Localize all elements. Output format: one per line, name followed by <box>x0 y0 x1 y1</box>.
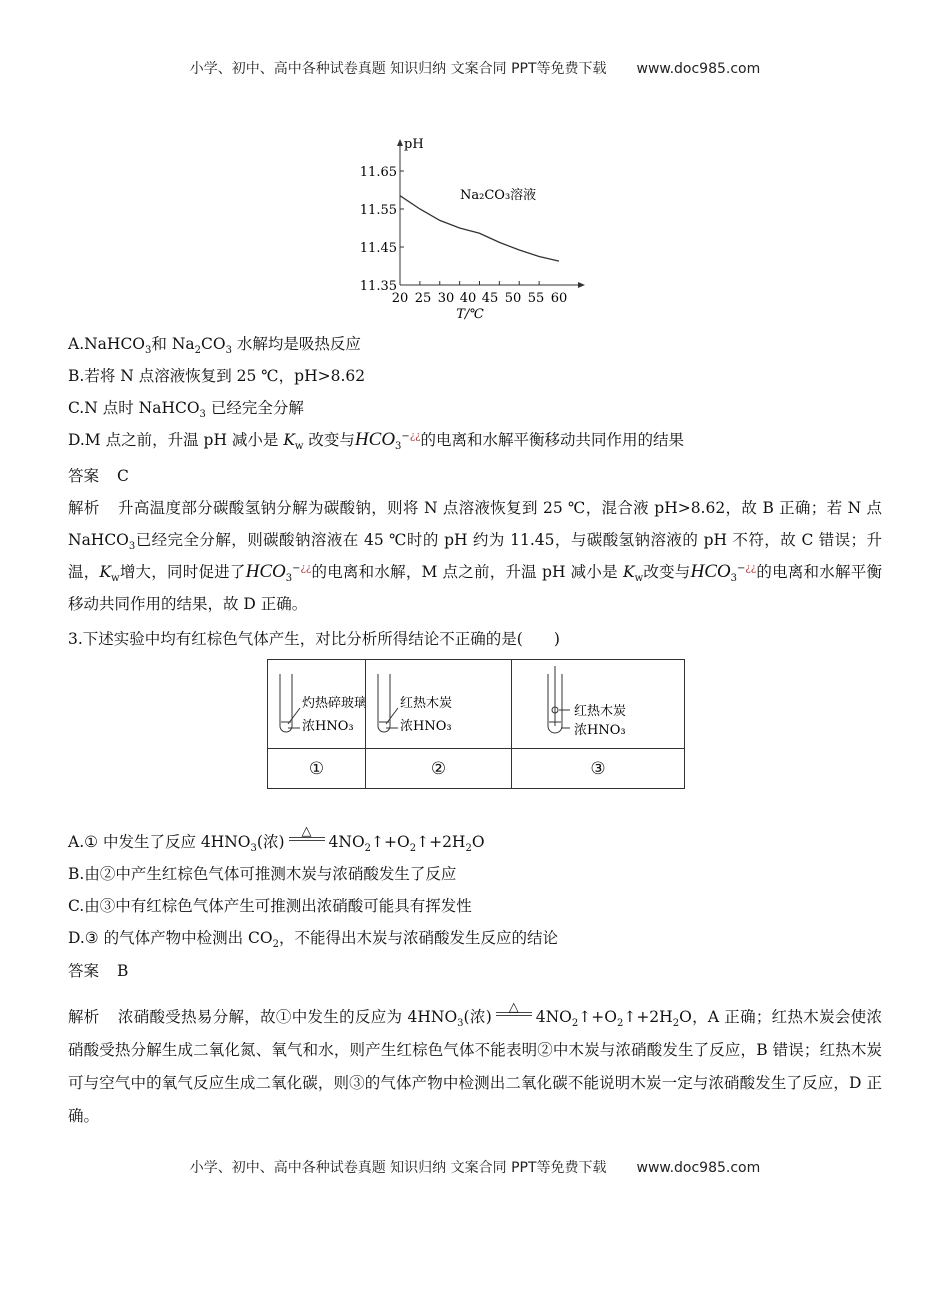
text-run: B.若将 N 点溶液恢复到 25 ℃，pH>8.62 <box>68 367 366 385</box>
text-run: 的电离和水解平衡移动共同作用的结果，故 D 正确。 <box>68 563 882 613</box>
y-tick-label: 11.35 <box>359 279 397 294</box>
text-run: O <box>471 833 485 851</box>
test-tube-icon <box>268 660 365 744</box>
text-run: − <box>737 562 746 574</box>
text-run: w <box>294 441 304 453</box>
experiment-number: ③ <box>512 749 685 789</box>
option-B[interactable] <box>68 858 882 890</box>
text-run: 2 <box>272 939 279 951</box>
test-tube-icon <box>366 660 511 744</box>
text-run: A.① 中发生了反应 4HNO <box>68 833 251 851</box>
tube-label-1: 灼热碎玻璃 <box>302 696 365 711</box>
text-run: 解析 <box>68 499 100 517</box>
text-run: K <box>283 431 295 449</box>
text-run: 的电离和水解平衡移动共同作用的结果 <box>420 431 685 449</box>
ph-temperature-chart <box>350 130 600 325</box>
text-run: 升高温度部分碳酸氢钠分解为碳酸钠，则将 N 点溶液恢复到 25 ℃，混合液 pH>8.62，故 B 正确；若 N 点 NaHCO <box>68 499 882 549</box>
test-tube-icon <box>512 660 684 744</box>
text-run: HCO <box>690 561 731 582</box>
experiment-cell <box>512 660 685 749</box>
q3-analysis <box>68 1001 882 1133</box>
text-run: ↑+O <box>578 1008 617 1026</box>
series-line <box>400 196 559 261</box>
text-run: 已经完全分解，则碳酸钠溶液在 45 ℃时的 pH 约为 11.45，与碳酸氢钠溶液的 pH 不符，故 C 错误；升温， <box>68 531 882 581</box>
text-run: K <box>99 563 112 581</box>
reaction-condition <box>285 824 329 850</box>
text-run: 2 <box>194 345 201 357</box>
footer-text: 小学、初中、高中各种试卷真题 知识归纳 文案合同 PPT等免费下载 <box>189 1160 607 1176</box>
answer-value: C <box>117 467 129 485</box>
experiment-number: ② <box>366 749 512 789</box>
text-run: − <box>401 430 410 442</box>
text-run: 4NO <box>328 833 365 851</box>
tube-label-2: 浓HNO₃ <box>302 719 354 734</box>
text-run: 3 <box>145 345 152 357</box>
text-run: (浓) <box>463 1008 492 1026</box>
text-run: 的电离和水解，M 点之前，升温 pH 减小是 <box>311 563 623 581</box>
text-run: 增大，同时促进了 <box>119 563 246 581</box>
text-run: ¿¿ <box>300 562 312 574</box>
text-run: 2 <box>409 843 417 855</box>
text-run: w <box>111 573 120 585</box>
option-D[interactable] <box>68 424 882 456</box>
option-A[interactable] <box>68 328 882 360</box>
text-run: 2 <box>571 1018 579 1030</box>
q2-answer <box>68 460 882 492</box>
text-run: 3 <box>250 843 257 855</box>
delta-icon: △ <box>301 824 312 839</box>
text-run: 改变与 <box>643 563 691 581</box>
option-C[interactable] <box>68 392 882 424</box>
text-run: − <box>292 562 301 574</box>
text-run: 3 <box>285 573 293 585</box>
header-text: 小学、初中、高中各种试卷真题 知识归纳 文案合同 PPT等免费下载 <box>189 61 607 77</box>
y-tick-label: 11.45 <box>359 241 397 256</box>
text-run: 已经完全分解 <box>205 399 304 417</box>
text-run: ↑+2H <box>623 1008 673 1026</box>
text-run: 改变与 <box>303 431 355 449</box>
reaction-condition <box>492 1000 536 1025</box>
text-run: O，A 正确；红热木炭会使浓硝酸受热分解生成二氧化氮、氧气和水，则产生红棕色气体不能表明②中木炭与浓硝酸发生了反应，B 错误；红热木炭可与空气中的氧气反应生成二氧化碳，则③的气体产物中检测出二氧化碳不能说明木炭一定与浓硝酸发生了反应，D 正确。 <box>68 1008 882 1125</box>
option-D[interactable] <box>68 922 882 954</box>
experiment-cell <box>366 660 512 749</box>
y-axis-arrow-icon <box>397 139 403 146</box>
text-run: A.NaHCO <box>68 335 146 353</box>
text-run: ¿¿ <box>745 562 757 574</box>
text-run: 解析 <box>68 1008 100 1026</box>
option-A[interactable] <box>68 826 882 858</box>
q2-analysis <box>68 492 882 620</box>
tube-label-2: 浓HNO₃ <box>400 719 452 734</box>
tube-label-1: 红热木炭 <box>400 696 453 711</box>
tube-label-1: 红热木炭 <box>574 704 627 719</box>
x-tick-label: 50 <box>504 291 522 306</box>
text-run: 3 <box>457 1018 464 1030</box>
text-run: B.由②中产生红棕色气体可推测木炭与浓硝酸发生了反应 <box>68 865 457 883</box>
text-run: 4NO <box>535 1008 572 1026</box>
x-tick-label: 20 <box>391 291 409 306</box>
text-run: 3 <box>128 541 136 553</box>
y-axis-label: pH <box>404 137 424 152</box>
text-run: HCO <box>245 561 286 582</box>
y-tick-label: 11.65 <box>359 165 397 180</box>
text-run: HCO <box>354 429 396 450</box>
option-C[interactable] <box>68 890 882 922</box>
text-run: ↑+O <box>371 833 410 851</box>
delta-icon: △ <box>508 1000 519 1015</box>
x-tick-label: 25 <box>414 291 432 306</box>
text-run: 3 <box>395 441 402 453</box>
y-tick-label: 11.55 <box>359 203 397 218</box>
q3-answer <box>68 955 882 987</box>
x-tick-label: 45 <box>481 291 499 306</box>
text-run: C.N 点时 NaHCO <box>68 399 200 417</box>
header-site[interactable]: www.doc985.com <box>636 61 761 77</box>
x-tick-label: 55 <box>527 291 545 306</box>
x-tick-label: 40 <box>459 291 477 306</box>
text-run: CO <box>201 335 226 353</box>
text-run: 3 <box>225 345 232 357</box>
x-axis-label: T/℃ <box>456 307 484 322</box>
text-run: (浓) <box>256 833 285 851</box>
experiment-table <box>267 659 685 789</box>
x-tick-label: 60 <box>550 291 568 306</box>
footer-site[interactable]: www.doc985.com <box>636 1160 761 1176</box>
experiment-cell <box>268 660 366 749</box>
text-run: D.M 点之前，升温 pH 减小是 <box>68 431 284 449</box>
option-B[interactable] <box>68 360 882 392</box>
text-run: 水解均是吸热反应 <box>231 335 361 353</box>
series-annotation: Na₂CO₃溶液 <box>460 188 537 203</box>
answer-value: B <box>117 962 129 980</box>
text-run: ，不能得出木炭与浓硝酸发生反应的结论 <box>279 929 559 947</box>
text-run: K <box>622 563 635 581</box>
page-header <box>0 58 950 78</box>
text-run: D.③ 的气体产物中检测出 CO <box>68 929 273 947</box>
x-axis-arrow-icon <box>578 282 585 288</box>
text-run: 2 <box>672 1018 680 1030</box>
q3-stem: 3.下述实验中均有红棕色气体产生，对比分析所得结论不正确的是( ) <box>68 630 560 648</box>
text-run: 2 <box>465 843 472 855</box>
text-run: 浓硝酸受热易分解，故①中发生的反应为 4HNO <box>117 1008 458 1026</box>
answer-label: 答案 <box>68 467 100 485</box>
text-run: 3 <box>199 409 206 421</box>
text-run: 2 <box>616 1018 624 1030</box>
text-run: ↑+2H <box>416 833 466 851</box>
tube-label-2: 浓HNO₃ <box>574 723 626 738</box>
page-footer <box>0 1157 950 1177</box>
text-run: ¿¿ <box>409 430 421 442</box>
text-run: 3 <box>730 573 738 585</box>
answer-label: 答案 <box>68 962 100 980</box>
experiment-number: ① <box>268 749 366 789</box>
text-run: 和 Na <box>151 335 195 353</box>
text-run: C.由③中有红棕色气体产生可推测出浓硝酸可能具有挥发性 <box>68 897 472 915</box>
text-run: 2 <box>364 843 372 855</box>
x-tick-label: 30 <box>437 291 455 306</box>
text-run: w <box>634 573 644 585</box>
